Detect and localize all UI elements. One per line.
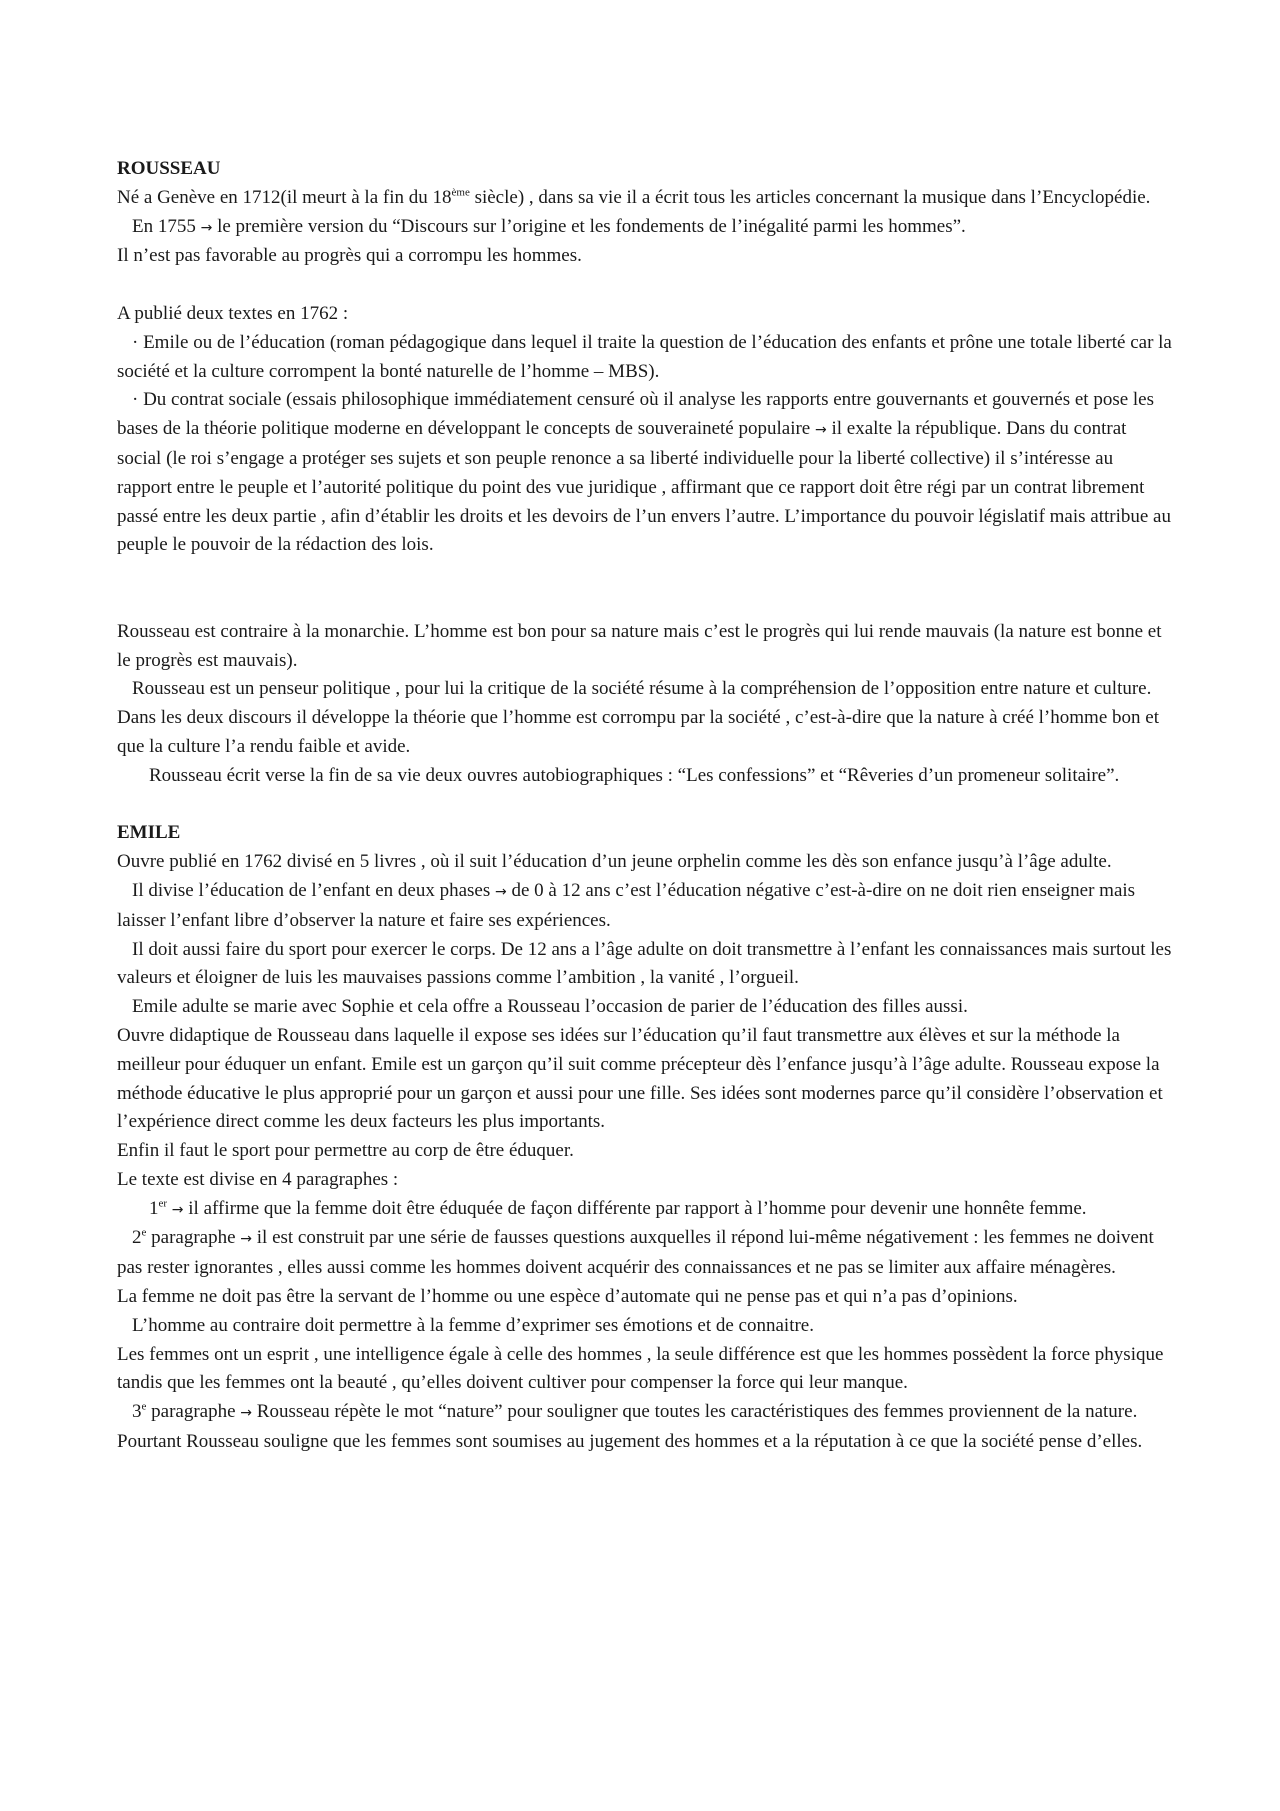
superscript: e [141,1400,147,1413]
spacer [117,271,1172,300]
paragraph: L’homme au contraire doit permettre à la femme d’exprimer ses émotions et de connaitre. [132,1314,814,1336]
paragraph: 1er → il affirme que la femme doit être éduquée de façon différente par rapport à l’homme pour devenir une honnête femme. [149,1197,1087,1219]
paragraph: 2e paragraphe → il est construit par une série de fausses questions auxquelles il répond lui-même négativement : les femmes ne doivent pas rester ignorantes , elles aussi comme les hommes doivent acquérir des connaissances et ne pas se limiter aux affaire ménagères. [117,1227,1154,1279]
paragraph: 3e paragraphe → Rousseau répète le mot “nature” pour souligner que toutes les caractéristiques des femmes proviennent de la nature. Pourtant Rousseau souligne que les femmes sont soumises au jugement des hommes et a la réputation à ce que la société pense d’elles. [117,1400,1143,1453]
paragraph: Les femmes ont un esprit , une intelligence égale à celle des hommes , la seule différence est que les hommes possèdent la force physique tandis que les femmes ont la beauté , qu’elles doivent cultiver pour compenser la force qui leur manque. [117,1343,1164,1394]
paragraph: Emile adulte se marie avec Sophie et cela offre a Rousseau l’occasion de parier de l’éducation des filles aussi. [132,996,968,1018]
paragraph: Le texte est divise en 4 paragraphes : [117,1168,399,1190]
paragraph: Il n’est pas favorable au progrès qui a corrompu les hommes. [117,245,582,267]
arrow-icon: → [171,1201,184,1218]
arrow-icon: → [815,422,827,439]
paragraph: La femme ne doit pas être la servant de l’homme ou une espèce d’automate qui ne pense pas et qui n’a pas d’opinions. [117,1286,1018,1308]
paragraph: Il divise l’éducation de l’enfant en deux phases → de 0 à 12 ans c’est l’éducation négative c’est-à-dire on ne doit rien enseigner mais laisser l’enfant libre d’observer la nature et faire ses expériences. [117,879,1136,931]
paragraph: Rousseau est contraire à la monarchie. L’homme est bon pour sa nature mais c’est le progrès qui lui rende mauvais (la nature est bonne et le progrès est mauvais). [117,620,1162,671]
paragraph: En 1755 → le première version du “Discours sur l’origine et les fondements de l’inégalité parmi les hommes”. [132,215,966,237]
paragraph: Ouvre didaptique de Rousseau dans laquelle il expose ses idées sur l’éducation qu’il faut transmettre aux élèves et sur la méthode la meilleur pour éduquer un enfant. Emile est un garçon qu’il suit comme précepteur dès l’enfance jusqu’à l’âge adulte. Rousseau expose la méthode éducative le plus approprié pour un garçon et aussi pour une fille. Ses idées sont modernes parce qu’il considère l’observation et l’expérience direct comme les deux facteurs les plus importants. [117,1024,1163,1133]
paragraph: A publié deux textes en 1762 : [117,302,349,324]
paragraph: Ouvre publié en 1762 divisé en 5 livres , où il suit l’éducation d’un jeune orphelin comme les dès son enfance jusqu’à l’âge adulte. [117,851,1112,873]
arrow-icon: → [495,883,507,900]
paragraph: Né a Genève en 1712(il meurt à la fin du 18ème siècle) , dans sa vie il a écrit tous les articles concernant la musique dans l’Encyclopédie. [117,186,1151,208]
bullet-item: · Du contrat sociale (essais philosophique immédiatement censuré où il analyse les rapports entre gouvernants et gouvernés et pose les bases de la théorie politique moderne en développant le concepts de souveraineté populaire → il exalte la république. Dans du contrat social (le roi s’engage a protéger ses sujets et son peuple renonce a sa liberté individuelle pour la liberté collective) il s’intéresse au rapport entre le peuple et l’autorité politique du point des vue juridique , affirmant que ce rapport doit être régi par un contrat librement passé entre les deux partie , afin d’établir les droits et les devoirs de l’un envers l’autre. L’importance du pouvoir législatif mais attribue au peuple le pouvoir de la rédaction des lois. [117,389,1171,556]
heading-emile: EMILE [117,822,181,844]
paragraph: Enfin il faut le sport pour permettre au corp de être éduquer. [117,1140,574,1162]
paragraph: Il doit aussi faire du sport pour exercer le corps. De 12 ans a l’âge adulte on doit transmettre à l’enfant les connaissances mais surtout les valeurs et éloigner de luis les mauvaises passions comme l’ambition , la vanité , l’orgueil. [117,938,1172,989]
arrow-icon: → [200,219,213,236]
spacer [117,791,1172,820]
paragraph: Rousseau est un penseur politique , pour lui la critique de la société résume à la compréhension de l’opposition entre nature et culture. Dans les deux discours il développe la théorie que l’homme est corrompu par la société , c’est-à-dire que la nature à créé l’homme bon et que la culture l’a rendu faible et avide. [117,678,1159,757]
superscript: ème [451,186,470,199]
arrow-icon: → [240,1405,253,1422]
bullet-item: · Emile ou de l’éducation (roman pédagogique dans lequel il traite la question de l’éducation des enfants et prône une totale liberté car la société et la culture corrompent la bonté naturelle de l’homme – MBS). [117,331,1172,382]
heading-rousseau: ROUSSEAU [117,158,221,179]
arrow-icon: → [240,1231,253,1248]
spacer [117,560,1172,618]
superscript: e [141,1227,147,1240]
paragraph: Rousseau écrit verse la fin de sa vie deux ouvres autobiographiques : “Les confessions” et “Rêveries d’un promeneur solitaire”. [149,764,1120,786]
superscript: er [158,1197,168,1210]
document-page [117,155,1172,1457]
